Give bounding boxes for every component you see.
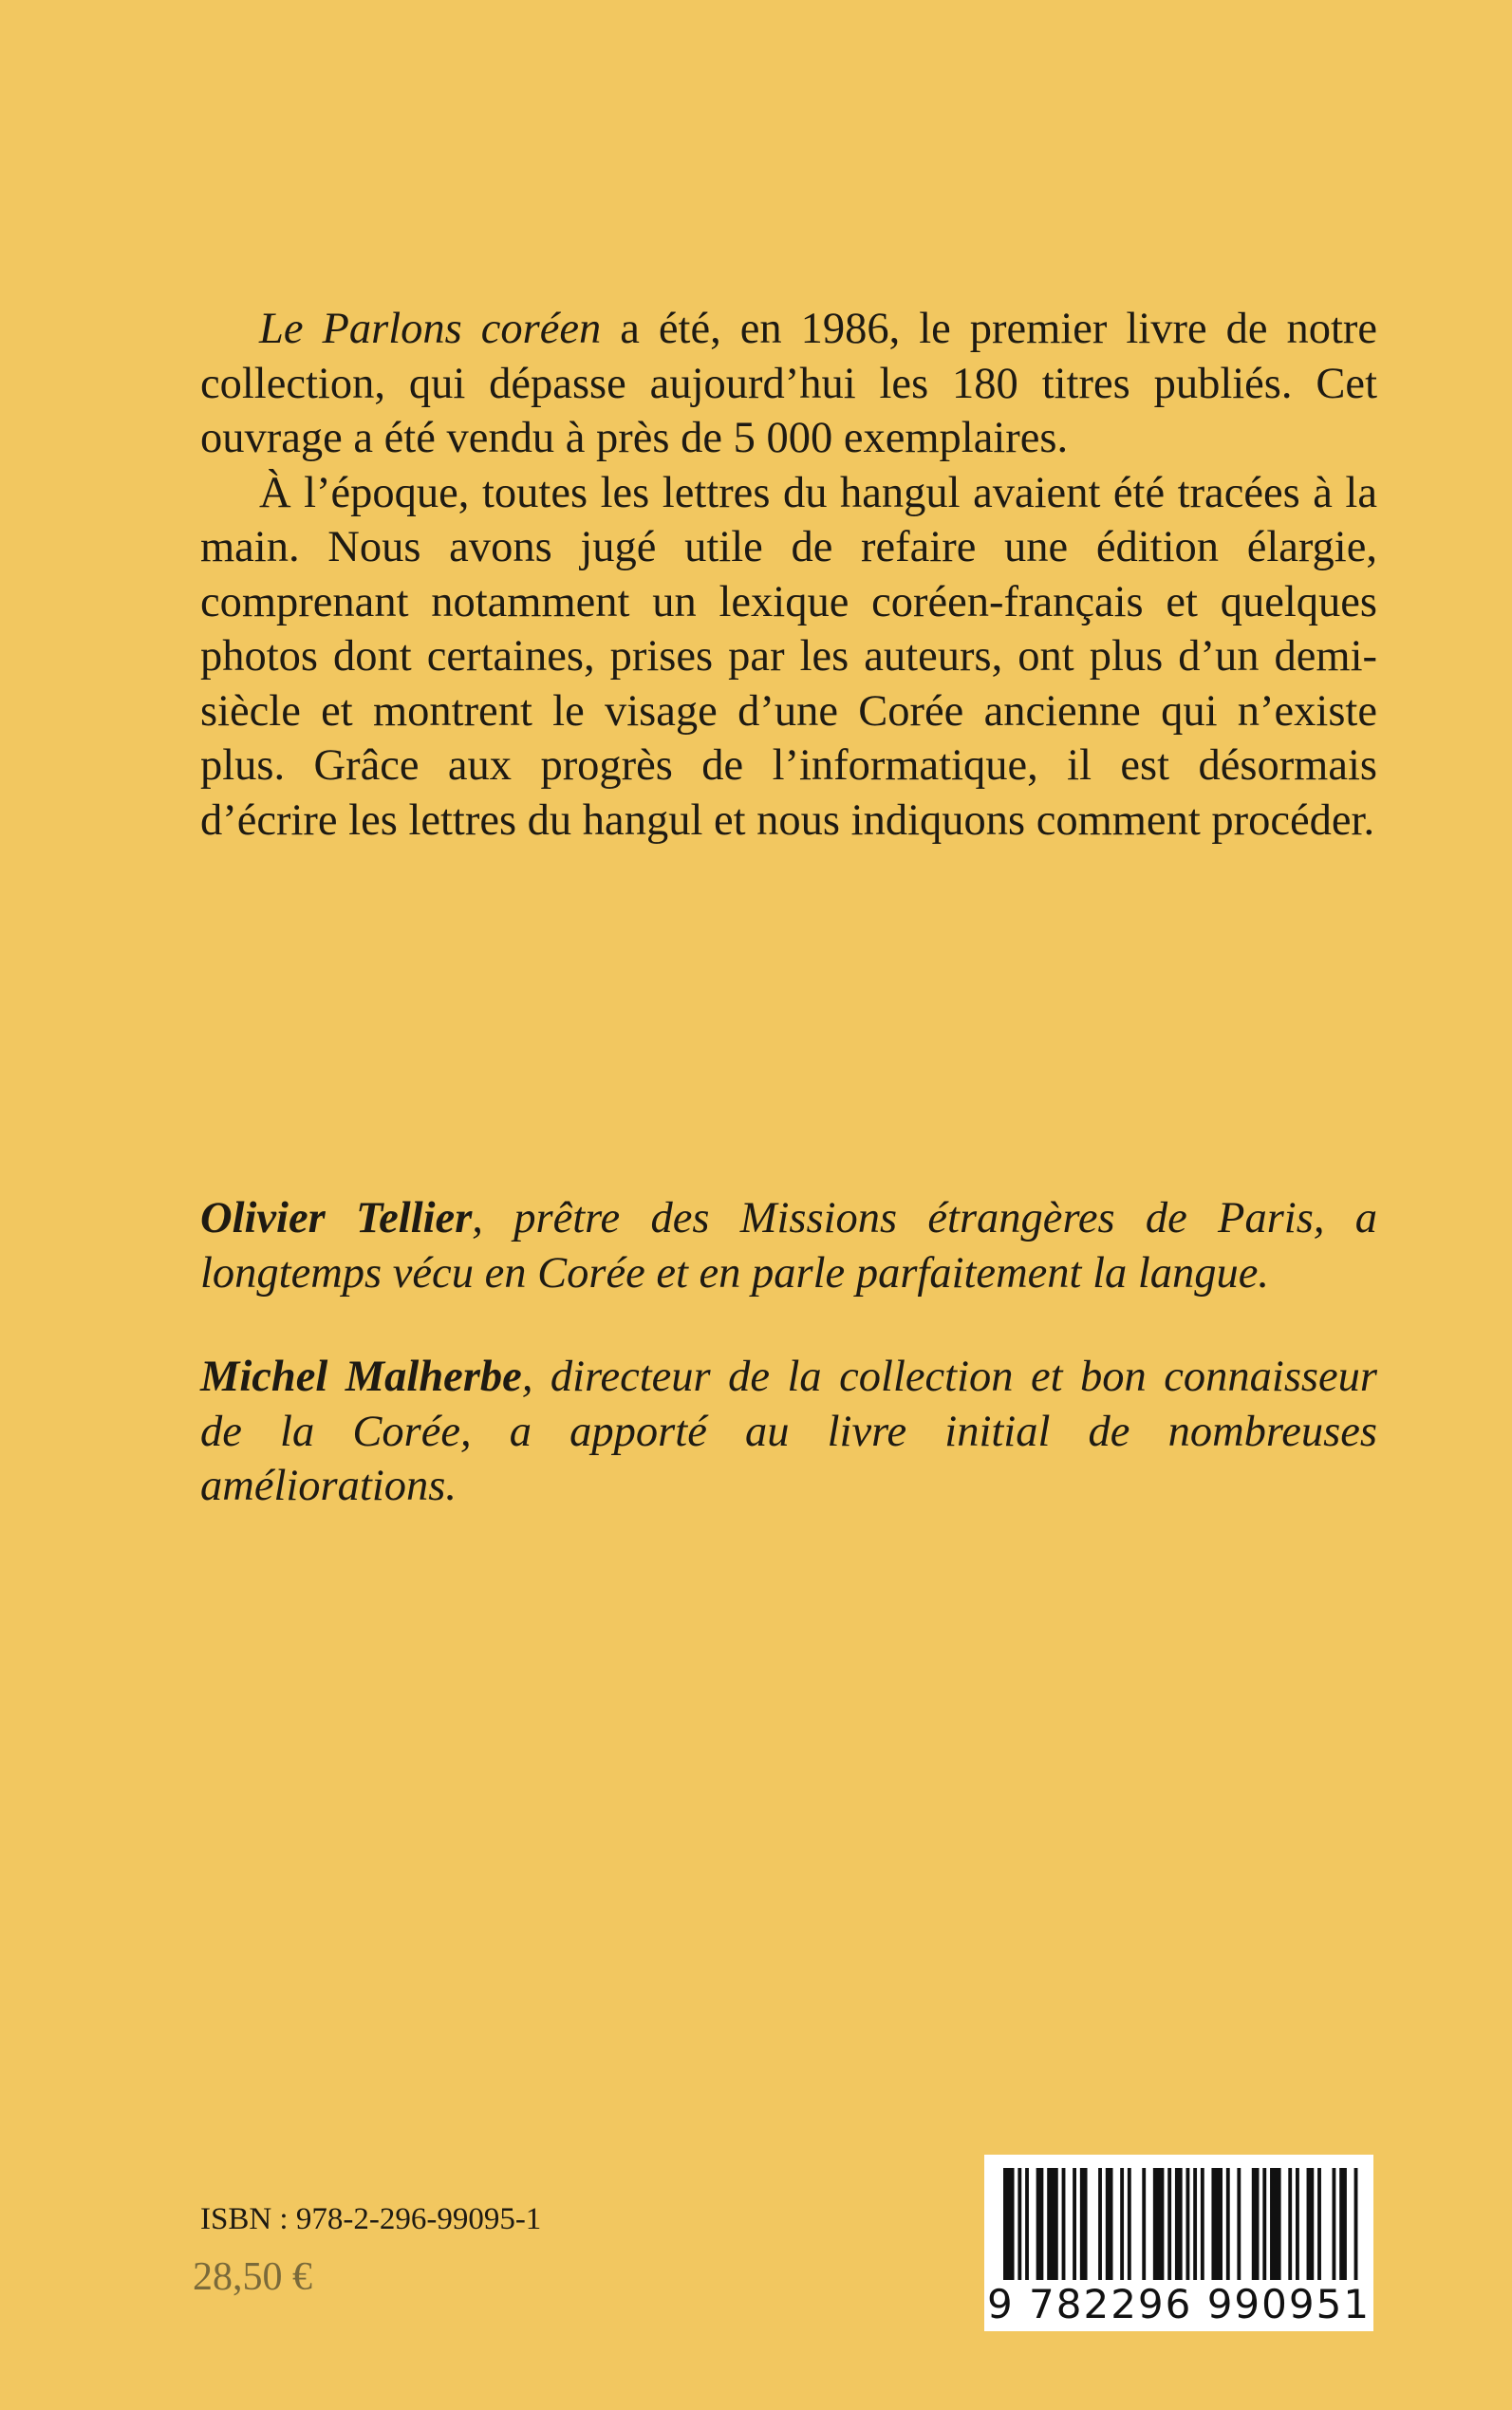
barcode-bar bbox=[1193, 2168, 1197, 2280]
barcode-bar bbox=[1262, 2168, 1266, 2280]
barcode-bar bbox=[1167, 2168, 1171, 2280]
author-bio bbox=[200, 1350, 1377, 1514]
barcode-bar bbox=[1175, 2168, 1183, 2280]
barcode-bar bbox=[1153, 2168, 1165, 2280]
blurb-paragraph-1-text: a été, en 1986, le premier livre de notre collection, qui dépasse aujourd’hui les 180 titres publiés. Cet ouvrage a été vendu à près de 5 000 exemplaires. bbox=[200, 305, 1378, 462]
blurb-paragraph-1 bbox=[200, 302, 1377, 466]
barcode-bar bbox=[1252, 2168, 1260, 2280]
barcode-bar bbox=[1211, 2168, 1223, 2280]
author-bio bbox=[200, 1191, 1377, 1300]
book-title: Le Parlons coréen bbox=[259, 305, 602, 353]
barcode-bar bbox=[1354, 2168, 1358, 2280]
barcode-bar bbox=[1128, 2168, 1131, 2280]
barcode-bar bbox=[1017, 2168, 1021, 2280]
isbn-label: ISBN : 978-2-296-99095-1 bbox=[200, 2202, 542, 2236]
barcode-bars bbox=[984, 2155, 1373, 2288]
barcode-bar bbox=[1120, 2168, 1124, 2280]
barcode-bar bbox=[1106, 2168, 1113, 2280]
author-name: Olivier Tellier bbox=[200, 1194, 473, 1242]
barcode-bar bbox=[1073, 2168, 1076, 2280]
barcode-bar bbox=[1142, 2168, 1146, 2280]
barcode-bar bbox=[1226, 2168, 1230, 2280]
barcode-bar bbox=[1333, 2168, 1336, 2280]
blurb-paragraph-2: À l’époque, toutes les lettres du hangul avaient été tracées à la main. Nous avons jugé utile de refaire une édition élargie, comprenant notamment un lexique coréen-français et quelques photos dont certaines, prises par les auteurs, ont plus d’un demi-siècle et montrent le visage d’une Corée ancienne qui n’existe plus. Grâce aux progrès de l’informatique, il est désormais d’écrire les lettres du hangul et nous indiquons comment procéder. bbox=[200, 468, 1377, 845]
barcode-bar bbox=[1317, 2168, 1321, 2280]
author-name: Michel Malherbe bbox=[200, 1353, 522, 1401]
barcode-bar bbox=[1098, 2168, 1102, 2280]
barcode-bar bbox=[1062, 2168, 1066, 2280]
price-label: 28,50 € bbox=[193, 2255, 312, 2299]
barcode-bar bbox=[1186, 2168, 1190, 2280]
author-bios bbox=[200, 1191, 1377, 1563]
barcode-bar bbox=[1296, 2168, 1299, 2280]
barcode-bar bbox=[1201, 2168, 1204, 2280]
barcode-bar bbox=[1003, 2168, 1015, 2280]
barcode-digits: 9 782296 990951 bbox=[986, 2281, 1372, 2327]
barcode-bar bbox=[1270, 2168, 1281, 2280]
author-bio-text: , directeur de la collection et bon connaisseur de la Corée, a apporté au livre initial de nombreuses améliorations. bbox=[200, 1353, 1377, 1510]
barcode-bar bbox=[1307, 2168, 1315, 2280]
barcode-bar bbox=[1036, 2168, 1044, 2280]
barcode bbox=[984, 2155, 1373, 2331]
barcode-bar bbox=[1339, 2168, 1347, 2280]
blurb bbox=[200, 302, 1377, 848]
barcode-bar bbox=[1080, 2168, 1088, 2280]
barcode-bar bbox=[1288, 2168, 1292, 2280]
author-bio-text: , prêtre des Missions étrangères de Paris, a longtemps vécu en Corée et en parle parfaitement la langue. bbox=[200, 1194, 1378, 1298]
barcode-bar bbox=[1047, 2168, 1058, 2280]
barcode-bar bbox=[1025, 2168, 1029, 2280]
barcode-bar bbox=[1237, 2168, 1241, 2280]
